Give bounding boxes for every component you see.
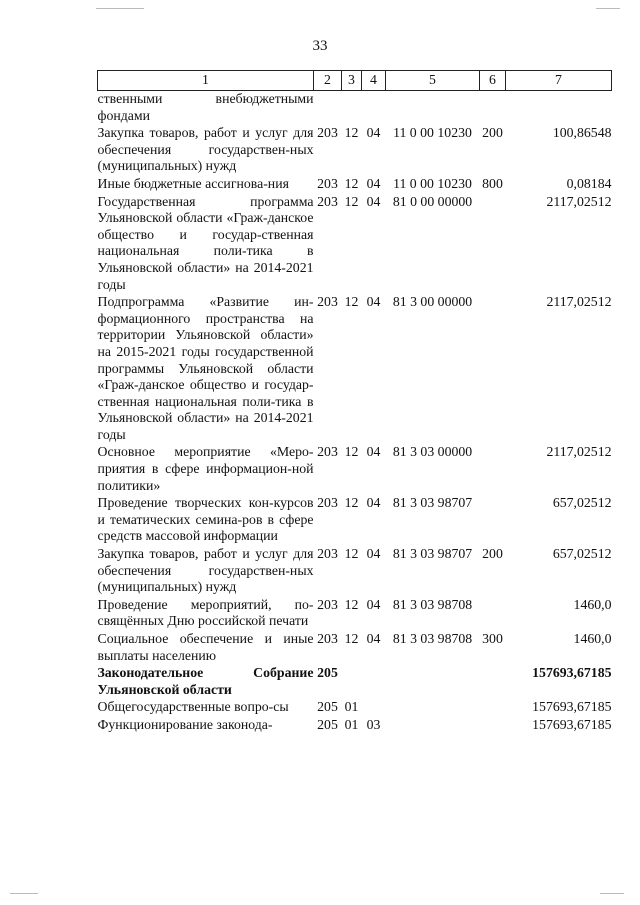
row-expense-type: 300 bbox=[482, 631, 503, 646]
row-section: 12 bbox=[344, 631, 359, 646]
row-subsection: 04 bbox=[366, 294, 381, 310]
row-expense-type bbox=[480, 665, 506, 699]
row-subsection: 03 bbox=[366, 716, 381, 732]
row-section: 12 bbox=[344, 596, 359, 612]
row-target-article bbox=[386, 665, 480, 699]
row-admin-code bbox=[314, 91, 342, 126]
table-body bbox=[98, 91, 612, 735]
table-row bbox=[98, 665, 612, 699]
row-name: Закупка товаров, работ и услуг для обеспечения государствен-ных (муниципальных) нужд bbox=[97, 546, 314, 595]
scan-mark-bottom-left bbox=[10, 893, 38, 894]
row-amount: 100,86548 bbox=[552, 125, 612, 141]
row-name: Основное мероприятие «Меро-приятия в сфере информацион-ной политики» bbox=[97, 444, 314, 493]
row-admin-code: 203 bbox=[317, 193, 338, 209]
row-expense-type: 200 bbox=[482, 125, 503, 141]
table-row bbox=[98, 194, 612, 295]
row-expense-type: 800 bbox=[482, 175, 503, 191]
row-amount: 657,02512 bbox=[552, 495, 612, 511]
row-section bbox=[342, 665, 362, 699]
row-amount: 2117,02512 bbox=[546, 294, 612, 310]
row-target-article: 81 3 03 98707 bbox=[392, 495, 473, 511]
row-subsection bbox=[362, 91, 386, 126]
row-name: Законодательное Собрание Ульяновской области bbox=[97, 665, 314, 697]
row-target-article: 81 0 00 00000 bbox=[392, 193, 473, 209]
row-name: Проведение мероприятий, по-свящённых Дню российской печати bbox=[97, 596, 314, 629]
row-section: 12 bbox=[344, 175, 359, 191]
table-row bbox=[98, 91, 612, 126]
row-amount: 157693,67185 bbox=[532, 716, 612, 732]
row-name: Иные бюджетные ассигнова-ния bbox=[97, 175, 289, 191]
row-subsection bbox=[362, 699, 386, 717]
table-row bbox=[98, 699, 612, 717]
row-name: Закупка товаров, работ и услуг для обеспечения государствен-ных (муниципальных) нужд bbox=[97, 125, 314, 174]
row-expense-type bbox=[480, 495, 506, 546]
table-row bbox=[98, 597, 612, 631]
header-col-5: 5 bbox=[386, 71, 480, 91]
row-admin-code: 205 bbox=[317, 699, 338, 715]
header-col-1: 1 bbox=[98, 71, 314, 91]
budget-table bbox=[97, 70, 612, 735]
row-admin-code: 203 bbox=[317, 125, 338, 141]
row-section: 12 bbox=[344, 294, 359, 310]
header-col-4: 4 bbox=[362, 71, 386, 91]
row-section: 12 bbox=[344, 495, 359, 511]
scan-mark-bottom-right bbox=[600, 893, 624, 894]
row-name: Подпрограмма «Развитие ин-формационного пространства на территории Ульяновской области» на 2015-2021 годы государственной программы Ульяновской области «Граж-данское общество и государ-ственная национальная поли-тика в Ульяновской области» на 2014-2021 годы bbox=[97, 294, 314, 442]
row-section: 12 bbox=[344, 444, 359, 460]
row-section bbox=[342, 91, 362, 126]
row-expense-type bbox=[480, 717, 506, 735]
row-target-article bbox=[386, 91, 480, 126]
row-subsection: 04 bbox=[366, 596, 381, 612]
row-subsection: 04 bbox=[366, 193, 381, 209]
row-section: 01 bbox=[344, 716, 359, 732]
row-subsection: 04 bbox=[366, 546, 381, 562]
header-col-6: 6 bbox=[480, 71, 506, 91]
row-subsection: 04 bbox=[366, 175, 381, 191]
row-amount: 1460,0 bbox=[573, 596, 612, 612]
row-admin-code: 205 bbox=[317, 716, 338, 732]
row-expense-type bbox=[480, 194, 506, 295]
row-subsection: 04 bbox=[366, 125, 381, 141]
row-subsection: 04 bbox=[366, 495, 381, 511]
row-section: 12 bbox=[344, 125, 359, 141]
row-expense-type: 200 bbox=[482, 546, 503, 562]
row-amount: 157693,67185 bbox=[532, 665, 612, 681]
row-target-article: 81 3 03 98707 bbox=[392, 546, 473, 562]
row-admin-code: 203 bbox=[317, 444, 338, 460]
row-expense-type bbox=[480, 294, 506, 444]
row-amount: 1460,0 bbox=[573, 631, 612, 646]
table-row bbox=[98, 495, 612, 546]
table-header-row bbox=[98, 71, 612, 91]
row-admin-code: 203 bbox=[317, 546, 338, 562]
row-admin-code: 205 bbox=[317, 665, 338, 681]
row-admin-code: 203 bbox=[317, 495, 338, 511]
row-expense-type bbox=[480, 699, 506, 717]
header-col-7: 7 bbox=[506, 71, 612, 91]
row-expense-type bbox=[480, 597, 506, 631]
table-row bbox=[98, 546, 612, 597]
scan-mark-top-right bbox=[596, 8, 620, 9]
table-row bbox=[98, 631, 612, 665]
table-row bbox=[98, 294, 612, 444]
row-target-article: 11 0 00 10230 bbox=[393, 175, 472, 191]
header-col-2: 2 bbox=[314, 71, 342, 91]
row-name: Проведение творческих кон-курсов и тематических семина-ров в сфере средств массовой информации bbox=[97, 495, 314, 544]
row-subsection bbox=[362, 665, 386, 699]
page-number: 33 bbox=[312, 38, 328, 54]
row-section: 12 bbox=[344, 193, 359, 209]
row-admin-code: 203 bbox=[317, 596, 338, 612]
row-target-article: 81 3 00 00000 bbox=[392, 294, 473, 310]
row-section: 01 bbox=[344, 699, 359, 715]
row-target-article: 81 3 03 98708 bbox=[392, 631, 473, 646]
row-admin-code: 203 bbox=[317, 175, 338, 191]
row-name: Функционирование законода- bbox=[97, 716, 273, 732]
row-target-article bbox=[386, 717, 480, 735]
row-target-article bbox=[386, 699, 480, 717]
row-amount: 0,08184 bbox=[566, 175, 612, 191]
table-row bbox=[98, 444, 612, 495]
table-row bbox=[98, 717, 612, 735]
table-row bbox=[98, 176, 612, 194]
row-expense-type bbox=[480, 444, 506, 495]
row-name: Общегосударственные вопро-сы bbox=[97, 699, 289, 715]
row-name: ственными внебюджетными фондами bbox=[97, 91, 314, 123]
row-target-article: 11 0 00 10230 bbox=[393, 125, 472, 141]
row-amount: 157693,67185 bbox=[532, 699, 612, 715]
table-row bbox=[98, 125, 612, 176]
row-section: 12 bbox=[344, 546, 359, 562]
row-target-article: 81 3 03 00000 bbox=[392, 444, 473, 460]
row-amount: 657,02512 bbox=[552, 546, 612, 562]
row-expense-type bbox=[480, 91, 506, 126]
row-amount: 2117,02512 bbox=[546, 193, 612, 209]
row-name: Государственная программа Ульяновской области «Граж-данское общество и государ-ственная национальная поли-тика в Ульяновской области» на 2014-2021 годы bbox=[97, 193, 314, 292]
row-admin-code: 203 bbox=[317, 631, 338, 646]
header-col-3: 3 bbox=[342, 71, 362, 91]
row-name: Социальное обеспечение и иные выплаты населению bbox=[97, 631, 314, 663]
row-target-article: 81 3 03 98708 bbox=[392, 596, 473, 612]
scan-mark-top-left bbox=[96, 8, 144, 9]
row-subsection: 04 bbox=[366, 444, 381, 460]
row-amount bbox=[506, 91, 612, 126]
row-admin-code: 203 bbox=[317, 294, 338, 310]
row-amount: 2117,02512 bbox=[546, 444, 612, 460]
row-subsection: 04 bbox=[366, 631, 381, 646]
